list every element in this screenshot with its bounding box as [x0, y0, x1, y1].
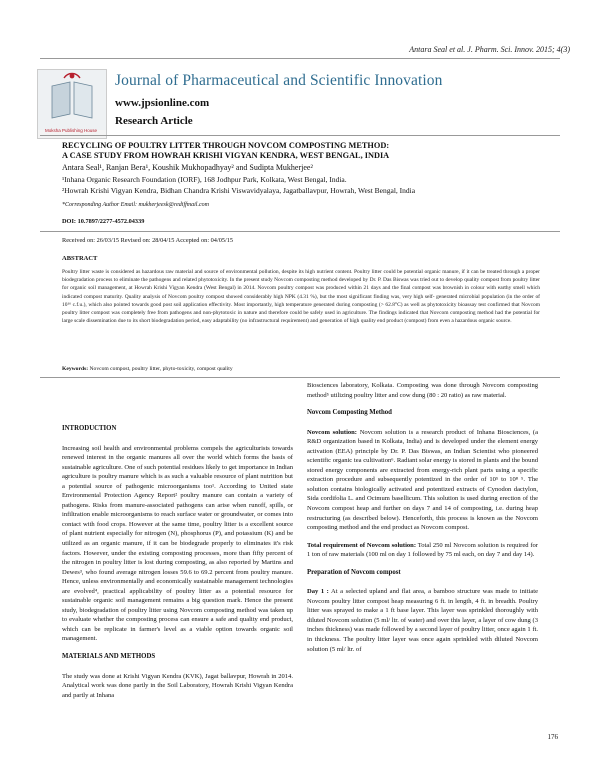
body-paragraph: Increasing soil health and environmental problems compels the agriculturists towards renewed interest in the organic manures all over the world which forms the basis of sustainable agriculture. One of such potential residues likely to get importance in Indian agriculture is poultry manure which is as such a valuable resource of plant nutrition but a potential source of pathogenic microorganisms too¹. According to United state Environmental Protection Agency Report² poultry manure can contain a variety of pathogens. Risks from manure-associated pathogens can arise when runoff, spills, or infiltration enable microorganisms to reach surface water or groundwater, or comes into contact with food crops. However at the same time, poultry litter is a excellent source of plant nutrient especially for nitrogen (N), phosphorus (P), and potassium (K) and be utilized as an organic manure, if it can be biodegrade properly to eliminates it's risk factors. However, under the existing composting processes, more than fifty percent of the nitrogen in poultry litter is lost during composting, as also reported by Martins and Dewes³, who found average nitrogen losses 59.6 to 69.2 percent from poultry manure. Hence, unless environmentally and economically sustainable management technologies are evolved⁴, practical applicability of poultry litter as a potential resource for sustainable organic soil management remains a big question mark. Hence the present study, biodegradation of poultry litter using Novcom composting method was taken up to evaluate whether the composting process can ensure a safe and quality end product, which can be replicate in farmer's level as a viable option towards organic soil management. — [62, 444, 293, 643]
body-paragraph: The study was done at Krishi Vigyan Kendra (KVK), Jagat ballavpur, Howrah in 2014. Analytical work was done partly in the Soil Laboratory, Howrah Krishi Vigyan Kendra and partly at Inhana — [62, 672, 293, 699]
paragraph-body: At a selected upland and flat area, a bamboo structure was made to initiate Novcom poultry litter compost heap measuring 6 ft. in length, 4 ft. in breadth. Poultry litter was sprayed to make a 1 ft base layer. This layer was sprinkled thoroughly with diluted Novcom solution (5 ml/ ltr. of water) and over this layer, a layer of cow dung (3 inches thickness) was made followed by a second layer of poultry litter, once again 1 ft. in thickness. The poultry litter layer was once again sprinkled with diluted Novcom solution (5 ml/ ltr. of — [307, 588, 538, 653]
corresponding-author: *Corresponding Author Email: mukherjeesk@rediffmail.com — [62, 202, 209, 208]
paragraph-lead: Novcom solution: — [307, 428, 357, 436]
body-paragraph: Biosciences laboratory, Kolkata. Composting was done through Novcom composting method⁵ utilizing poultry litter and cow dung (80 : 20 ratio) as raw material. — [307, 382, 538, 399]
running-head: Antara Seal et al. J. Pharm. Sci. Innov. 2015; 4(3) — [409, 45, 570, 54]
section-heading: MATERIALS AND METHODS — [62, 653, 156, 661]
author-list: Antara Seal¹, Ranjan Bera¹, Koushik Mukhopadhyay² and Sudipta Mukherjee² — [62, 163, 313, 172]
masthead-divider — [40, 135, 560, 136]
body-paragraph — [307, 428, 538, 533]
book-icon — [38, 70, 106, 130]
journal-website[interactable]: www.jpsionline.com — [115, 97, 210, 109]
article-title — [62, 141, 542, 161]
paragraph-lead: Total requirement of Novcom solution: — [307, 541, 416, 549]
abstract-text: Poultry litter waste is considered as hazardous raw material and source of environmental pollution, despite its high nutrient content. Poultry litter could be potential organic manure, if it can be treated through a proper biodegradation process to eliminate the pathogens and related phytotoxicity. In the present study Novcom composting method developed by Dr. P. Das Biswas was tried out to develop quality compost from poultry litter for organic soil management, at Howrah Krishi Vigyan Kendra (West Bengal) in 2014. Novcom poultry compost was produced within 21 days and the final compost was brownish in colour with earthy smell which indicated compost maturity. Quality analysis of Novcom poultry compost showed considerably high NPK (4.31 %), but the most significant finding was, very high self- generated microbial population (in the order of 10¹⁶ c.f.u.), which also pointed towards good post soil application effectivity. Most importantly, high temperature generated during composting (> 62.8°C) as well as phytotoxicity bioassay test confirmed that Novcom poultry litter compost was completely free from pathogens and non-phytotoxic in nature and therefore could be safely used in agriculture. The findings indicated that Novcom composting method had the potential for large scale dissemination due to its short biodegradation period, easy adaptability (no infrastructural requirement) and generation of high quality end product (compost) from even a hazardous organic source. — [62, 269, 540, 325]
right-column — [307, 381, 538, 662]
keywords-divider — [40, 377, 560, 378]
journal-name: Journal of Pharmaceutical and Scientific Innovation — [115, 72, 443, 89]
keywords-list: Novcom compost, poultry litter, phyto-toxicity, compost quality — [89, 366, 233, 372]
left-column — [62, 424, 293, 708]
title-line: RECYCLING OF POULTRY LITTER THROUGH NOVCOM COMPOSTING METHOD: — [62, 141, 390, 150]
keywords — [62, 366, 540, 372]
paragraph-body: Total 250 ml Novcom solution is required for 1 ton of raw materials (100 ml on day 1 followed by 75 ml each, on day 7 and day 14). — [307, 541, 538, 559]
paragraph-lead: Day 1 : — [307, 588, 329, 596]
title-line: A CASE STUDY FROM HOWRAH KRISHI VIGYAN KENDRA, WEST BENGAL, INDIA — [62, 151, 390, 160]
doi-divider — [40, 231, 560, 232]
section-heading: Novcom Composting Method — [307, 409, 392, 417]
header-divider — [40, 58, 560, 59]
body-paragraph — [307, 587, 538, 654]
body-paragraph — [307, 541, 538, 560]
paragraph-body: Novcom solution is a research product of Inhana Biosciences, (a R&D organization based in Kolkata, India) and is developed under the element energy activation (EEA) principle by Dr. P. Das Biswas, an Indian Scientist who pioneered scientific organic tea cultivation⁶. Radiant solar energy is stored in plants and the bound stored energy components are extracted from energy-rich plant parts using a specific extraction procedure and subsequently potentized in the order of 10⁵ to 10⁸ ⁵. The solution contains biologically activated and potentized extracts of Cynodon dactylon, Sida cordifolia L. and Ocimum basellicum. This solution is used during erection of the Novcom compost heap and further on days 7 and 14 of composting, i.e. during heap restructuring (as described below). Henceforth, this process is known as the Novcom composting method and the end product as Novcom compost. — [307, 428, 539, 532]
section-heading: INTRODUCTION — [62, 425, 117, 432]
affiliation-2: ²Howrah Krishi Vigyan Kendra, Bidhan Chandra Krishi Viswavidyalaya, Jagatballavpur, Howrah, West Bengal, India — [62, 186, 416, 195]
abstract-heading: ABSTRACT — [62, 255, 98, 262]
section-heading: Preparation of Novcom compost — [307, 568, 401, 576]
article-dates: Received on: 26/03/15 Revised on: 28/04/15 Accepted on: 04/05/15 — [62, 237, 234, 244]
keywords-label: Keywords: — [62, 366, 89, 372]
affiliation-1: ¹Inhana Organic Research Foundation (IORF), 168 Jodhpur Park, Kolkata, West Bengal, India. — [62, 175, 347, 184]
page-number: 176 — [547, 733, 558, 741]
article-type: Research Article — [115, 115, 193, 127]
doi[interactable]: DOI: 10.7897/2277-4572.04339 — [62, 218, 145, 225]
publisher-caption: Moksha Publishing House — [44, 128, 98, 133]
